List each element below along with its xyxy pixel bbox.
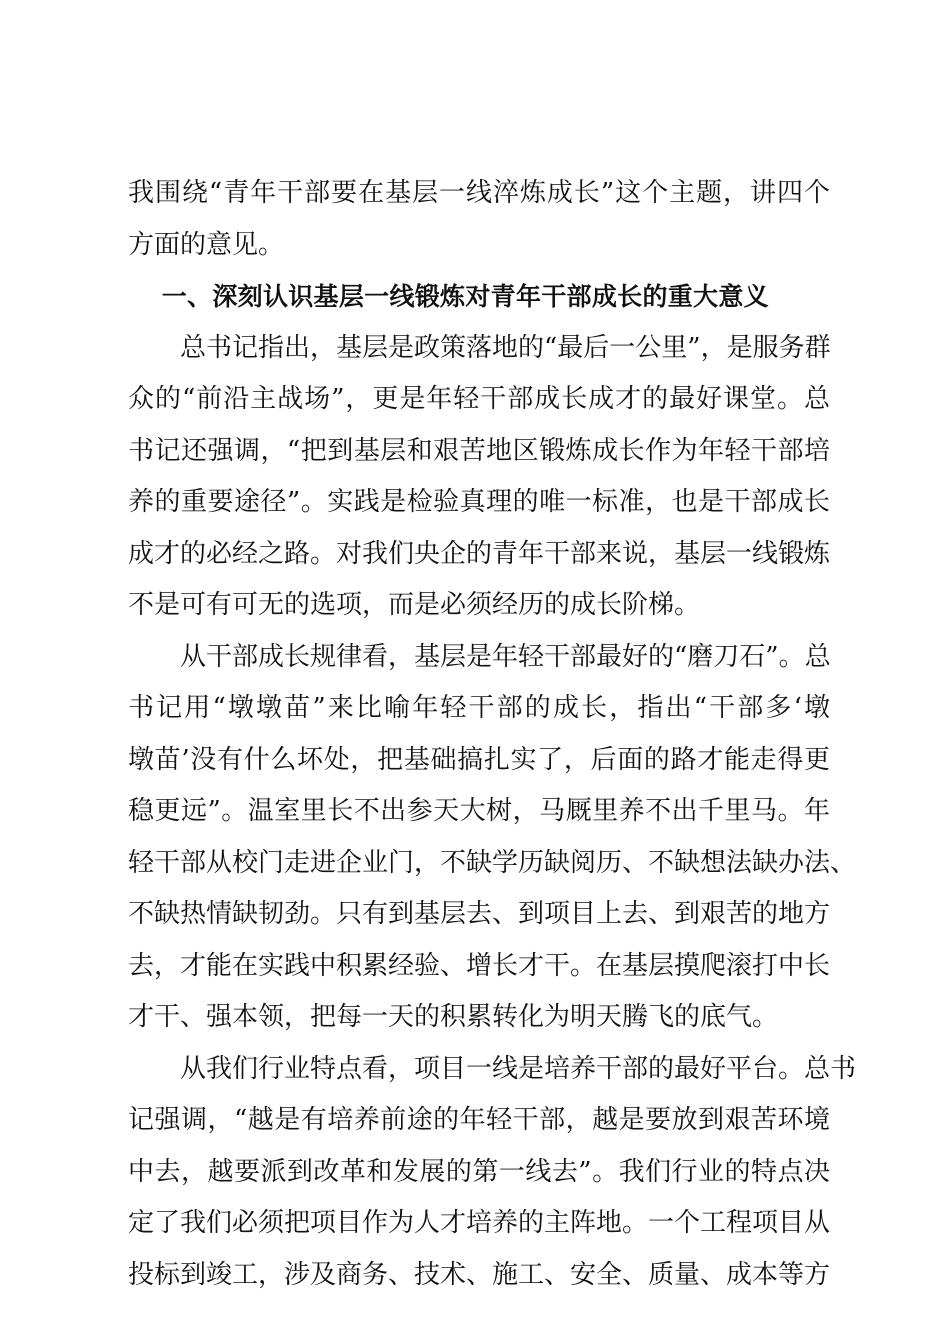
paragraph-line: 总书记指出，基层是政策落地的“最后一公里”，是服务群: [180, 332, 831, 363]
paragraph-line: 书记还强调，“把到基层和艰苦地区锻炼成长作为年轻干部培: [128, 435, 830, 466]
intro-line: 我围绕“青年干部要在基层一线淬炼成长”这个主题，讲四个: [128, 178, 830, 208]
document-body: [128, 168, 857, 1301]
paragraph-line: 定了我们必须把项目作为人才培养的主阵地。一个工程项目从: [128, 1208, 831, 1238]
body-paragraph-1: [128, 323, 830, 632]
paragraph-line: 众的“前沿主战场”，更是年轻干部成长成才的最好课堂。总: [128, 384, 830, 414]
paragraph-line: 从干部成长规律看，基层是年轻干部最好的“磨刀石”。总: [180, 641, 831, 672]
paragraph-line: 从我们行业特点看，项目一线是培养干部的最好平台。总书: [180, 1053, 857, 1084]
paragraph-line: 不缺热情缺韧劲。只有到基层去、到项目上去、到艰苦的地方: [128, 899, 831, 929]
paragraph-line: 书记用“墩墩苗”来比喻年轻干部的成长，指出“干部多‘墩: [128, 693, 830, 723]
body-paragraph-2: [128, 632, 857, 1044]
paragraph-line: 记强调，“越是有培养前途的年轻干部，越是要放到艰苦环境: [128, 1105, 830, 1135]
paragraph-line: 稳更远”。温室里长不出参天大树，马厩里养不出千里马。年: [128, 796, 830, 826]
section-heading: 一、深刻认识基层一线锻炼对青年干部成长的重大意义: [161, 282, 769, 311]
paragraph-line: 才干、强本领，把每一天的积累转化为明天腾飞的底气。: [128, 1002, 779, 1032]
intro-line: 方面的意见。: [128, 229, 285, 260]
paragraph-line: 养的重要途径”。实践是检验真理的唯一标准，也是干部成长: [128, 487, 830, 517]
intro-paragraph: [128, 168, 830, 271]
paragraph-line: 中去，越要派到改革和发展的第一线去”。我们行业的特点决: [128, 1156, 830, 1187]
paragraph-line: 投标到竣工，涉及商务、技术、施工、安全、质量、成本等方: [128, 1259, 831, 1290]
paragraph-line: 墩苗’没有什么坏处，把基础搞扎实了，后面的路才能走得更: [128, 744, 830, 775]
paragraph-line: 去，才能在实践中积累经验、增长才干。在基层摸爬滚打中长: [128, 950, 831, 981]
body-paragraph-3: [128, 1044, 857, 1302]
paragraph-line: 不是可有可无的选项，而是必须经历的成长阶梯。: [128, 590, 701, 620]
paragraph-line: 轻干部从校门走进企业门，不缺学历缺阅历、不缺想法缺办法、: [128, 847, 857, 878]
paragraph-line: 成才的必经之路。对我们央企的青年干部来说，基层一线锻炼: [128, 538, 831, 569]
